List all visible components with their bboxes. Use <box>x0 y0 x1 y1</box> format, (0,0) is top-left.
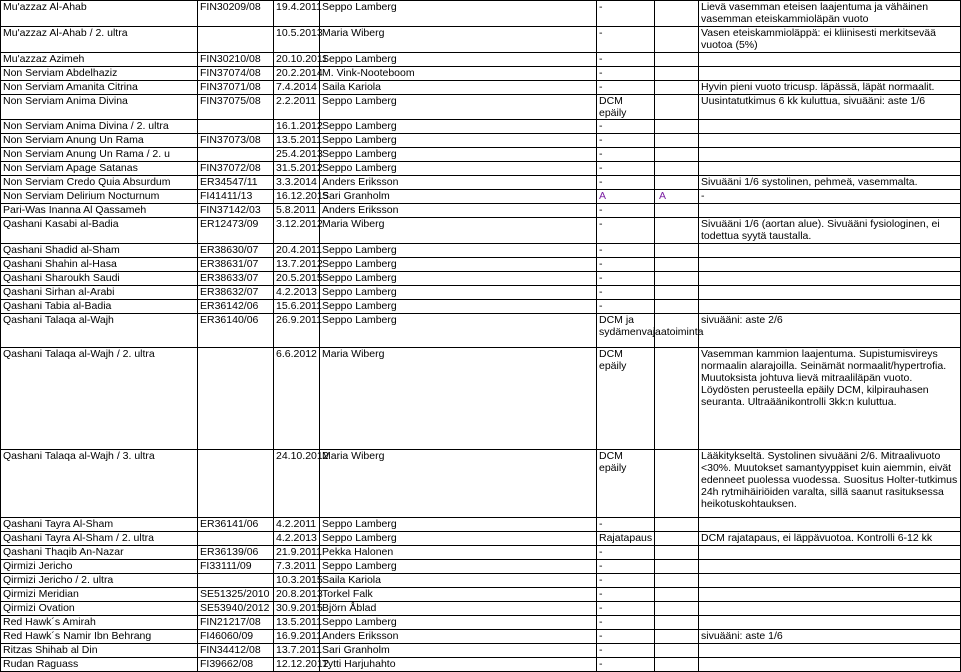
table-row <box>1 272 961 286</box>
cell-grade[interactable] <box>655 244 699 258</box>
cell-registration[interactable]: ER36142/06 <box>198 300 274 314</box>
cell-date[interactable]: 15.6.2011 <box>274 300 320 314</box>
table-row <box>1 644 961 658</box>
cell-date[interactable]: 20.2.2014 <box>274 67 320 81</box>
cell-remarks[interactable]: - <box>699 190 961 204</box>
cell-dog-name[interactable]: Mu'azzaz Azimeh <box>1 53 198 67</box>
sheet-body <box>1 1 961 672</box>
cell-registration[interactable]: FI33111/09 <box>198 560 274 574</box>
cell-date[interactable]: 5.8.2011 <box>274 204 320 218</box>
cell-examiner[interactable]: Seppo Lamberg <box>320 120 597 134</box>
cell-dog-name[interactable]: Non Serviam Anung Un Rama / 2. u <box>1 148 198 162</box>
cell-examiner[interactable]: Tytti Harjuhahto <box>320 658 597 672</box>
cell-dog-name[interactable]: Non Serviam Abdelhaziz <box>1 67 198 81</box>
cell-remarks[interactable]: Lievä vasemman eteisen laajentuma ja vähäinen vasemman eteiskammioläpän vuoto <box>699 1 961 27</box>
cell-dog-name[interactable]: Qashani Talaqa al-Wajh <box>1 314 198 348</box>
cell-dog-name[interactable]: Qashani Tayra Al-Sham / 2. ultra <box>1 532 198 546</box>
table-row <box>1 300 961 314</box>
cell-registration[interactable]: FI41411/13 <box>198 190 274 204</box>
cell-diagnosis[interactable]: A <box>597 190 655 204</box>
cell-remarks[interactable]: Sivuääni 1/6 systolinen, pehmeä, vasemmalta. <box>699 176 961 190</box>
table-row <box>1 258 961 272</box>
cell-dog-name[interactable]: Qashani Tayra Al-Sham <box>1 518 198 532</box>
cell-remarks[interactable]: Sivuääni 1/6 (aortan alue). Sivuääni fysiologinen, ei todettua syytä taustalla. <box>699 218 961 244</box>
cell-diagnosis[interactable]: - <box>597 176 655 190</box>
cell-examiner[interactable]: Torkel Falk <box>320 588 597 602</box>
cell-registration[interactable]: FIN37071/08 <box>198 81 274 95</box>
cell-diagnosis[interactable]: DCM epäily <box>597 450 655 518</box>
cell-grade[interactable] <box>655 148 699 162</box>
cell-examiner[interactable]: Björn Åblad <box>320 602 597 616</box>
cell-dog-name[interactable]: Non Serviam Anima Divina / 2. ultra <box>1 120 198 134</box>
cell-grade[interactable] <box>655 616 699 630</box>
cell-date[interactable]: 13.5.2011 <box>274 134 320 148</box>
cell-diagnosis[interactable]: Rajatapaus <box>597 532 655 546</box>
table-row <box>1 602 961 616</box>
cell-dog-name[interactable]: Non Serviam Credo Quia Absurdum <box>1 176 198 190</box>
cell-diagnosis[interactable]: - <box>597 204 655 218</box>
cell-grade[interactable] <box>655 518 699 532</box>
cell-registration[interactable]: ER34547/11 <box>198 176 274 190</box>
cell-examiner[interactable]: Seppo Lamberg <box>320 162 597 176</box>
cell-examiner[interactable]: Seppo Lamberg <box>320 518 597 532</box>
cell-remarks[interactable] <box>699 148 961 162</box>
table-row <box>1 148 961 162</box>
cell-registration[interactable]: FI39662/08 <box>198 658 274 672</box>
cell-dog-name[interactable]: Non Serviam Anima Divina <box>1 95 198 120</box>
cell-dog-name[interactable]: Qirmizi Jericho / 2. ultra <box>1 574 198 588</box>
cell-dog-name[interactable]: Qashani Kasabi al-Badia <box>1 218 198 244</box>
cell-registration[interactable] <box>198 120 274 134</box>
cell-registration[interactable]: FIN34412/08 <box>198 644 274 658</box>
cell-date[interactable]: 20.8.2013 <box>274 588 320 602</box>
cell-grade[interactable] <box>655 218 699 244</box>
cell-grade[interactable]: A <box>655 190 699 204</box>
cell-dog-name[interactable]: Pari-Was Inanna Al Qassameh <box>1 204 198 218</box>
cell-remarks[interactable]: Hyvin pieni vuoto tricusp. läpässä, läpät normaalit. <box>699 81 961 95</box>
cell-diagnosis[interactable]: - <box>597 560 655 574</box>
cell-dog-name[interactable]: Mu'azzaz Al-Ahab <box>1 1 198 27</box>
cell-dog-name[interactable]: Qashani Shadid al-Sham <box>1 244 198 258</box>
cell-grade[interactable] <box>655 95 699 120</box>
cell-grade[interactable] <box>655 286 699 300</box>
cell-diagnosis[interactable]: - <box>597 588 655 602</box>
table-row <box>1 190 961 204</box>
cell-remarks[interactable]: sivuääni: aste 2/6 <box>699 314 961 348</box>
table-row <box>1 658 961 672</box>
cell-diagnosis[interactable]: - <box>597 286 655 300</box>
cell-diagnosis[interactable]: DCM epäily <box>597 95 655 120</box>
cell-diagnosis[interactable]: - <box>597 546 655 560</box>
cell-examiner[interactable]: Seppo Lamberg <box>320 616 597 630</box>
cell-registration[interactable]: SE51325/2010 <box>198 588 274 602</box>
cell-diagnosis[interactable]: - <box>597 67 655 81</box>
cell-dog-name[interactable]: Qashani Sirhan al-Arabi <box>1 286 198 300</box>
cell-registration[interactable]: ER38632/07 <box>198 286 274 300</box>
cell-dog-name[interactable]: Qirmizi Jericho <box>1 560 198 574</box>
cell-dog-name[interactable]: Non Serviam Apage Satanas <box>1 162 198 176</box>
cell-examiner[interactable]: Anders Eriksson <box>320 630 597 644</box>
cell-examiner[interactable]: Seppo Lamberg <box>320 314 597 348</box>
table-row <box>1 314 961 348</box>
cell-remarks[interactable] <box>699 546 961 560</box>
cell-date[interactable]: 16.12.2015 <box>274 190 320 204</box>
cell-diagnosis[interactable]: - <box>597 574 655 588</box>
cell-diagnosis[interactable]: - <box>597 616 655 630</box>
cell-diagnosis[interactable]: - <box>597 644 655 658</box>
cell-remarks[interactable] <box>699 644 961 658</box>
cell-grade[interactable] <box>655 204 699 218</box>
cell-date[interactable]: 7.3.2011 <box>274 560 320 574</box>
cell-examiner[interactable]: Seppo Lamberg <box>320 1 597 27</box>
cell-remarks[interactable] <box>699 658 961 672</box>
cell-registration[interactable]: FI46060/09 <box>198 630 274 644</box>
cell-remarks[interactable]: sivuääni: aste 1/6 <box>699 630 961 644</box>
cell-remarks[interactable] <box>699 574 961 588</box>
table-row <box>1 348 961 450</box>
cell-registration[interactable]: FIN30210/08 <box>198 53 274 67</box>
cell-dog-name[interactable]: Red Hawk´s Amirah <box>1 616 198 630</box>
cell-registration[interactable]: FIN37075/08 <box>198 95 274 120</box>
cell-remarks[interactable] <box>699 120 961 134</box>
table-row <box>1 532 961 546</box>
cell-remarks[interactable]: Vasemman kammion laajentuma. Supistumisvireys normaalin alarajoilla. Seinämät normaalit/hypertrofia. Muutoksista johtuva lievä mitraaliläpän vuoto. Löydösten perusteella epäily DCM, kilpirauhasen seuranta. Ultraäänikontrolli 3kk:n kuluttua. <box>699 348 961 450</box>
table-row <box>1 244 961 258</box>
cell-registration[interactable]: FIN37142/03 <box>198 204 274 218</box>
cell-dog-name[interactable]: Qirmizi Ovation <box>1 602 198 616</box>
cell-examiner[interactable]: Saila Kariola <box>320 574 597 588</box>
table-row <box>1 630 961 644</box>
cell-registration[interactable] <box>198 574 274 588</box>
table-row <box>1 162 961 176</box>
cell-remarks[interactable] <box>699 588 961 602</box>
cell-examiner[interactable]: Seppo Lamberg <box>320 272 597 286</box>
cell-date[interactable]: 24.10.2012 <box>274 450 320 518</box>
table-row <box>1 218 961 244</box>
cell-date[interactable]: 13.5.2011 <box>274 616 320 630</box>
cell-diagnosis[interactable]: - <box>597 1 655 27</box>
cell-date[interactable]: 10.3.2015 <box>274 574 320 588</box>
cell-remarks[interactable] <box>699 244 961 258</box>
cell-date[interactable]: 10.5.2013 <box>274 27 320 53</box>
cell-diagnosis[interactable]: - <box>597 134 655 148</box>
cell-grade[interactable] <box>655 630 699 644</box>
cell-date[interactable]: 4.2.2013 <box>274 286 320 300</box>
cell-date[interactable]: 20.10.2011 <box>274 53 320 67</box>
cell-grade[interactable] <box>655 67 699 81</box>
cell-grade[interactable] <box>655 560 699 574</box>
cell-dog-name[interactable]: Qashani Talaqa al-Wajh / 3. ultra <box>1 450 198 518</box>
cell-examiner[interactable]: Seppo Lamberg <box>320 95 597 120</box>
cell-diagnosis[interactable]: - <box>597 81 655 95</box>
cell-date[interactable]: 25.4.2013 <box>274 148 320 162</box>
cell-examiner[interactable]: Pekka Halonen <box>320 546 597 560</box>
cell-grade[interactable] <box>655 134 699 148</box>
cell-registration[interactable]: FIN37073/08 <box>198 134 274 148</box>
cell-diagnosis[interactable]: - <box>597 258 655 272</box>
cell-remarks[interactable] <box>699 272 961 286</box>
cell-examiner[interactable]: Seppo Lamberg <box>320 300 597 314</box>
cell-grade[interactable] <box>655 450 699 518</box>
cell-date[interactable]: 30.9.2015 <box>274 602 320 616</box>
cell-examiner[interactable]: Maria Wiberg <box>320 348 597 450</box>
cell-diagnosis[interactable]: DCM ja sydämenvajaatoiminta <box>597 314 655 348</box>
cell-remarks[interactable]: Lääkitykseltä. Systolinen sivuääni 2/6. Mitraalivuoto <30%. Muutokset samantyyppiset kuin aiemmin, eivät edenneet puolessa vuodessa. Suositus Holter-tutkimus 24h rytmihäiriöiden varalta, sillä saanut rasituksessa heikotuskohtauksen. <box>699 450 961 518</box>
cell-date[interactable]: 31.5.2012 <box>274 162 320 176</box>
table-row <box>1 546 961 560</box>
table-row <box>1 574 961 588</box>
cell-registration[interactable]: FIN37074/08 <box>198 67 274 81</box>
cell-diagnosis[interactable]: - <box>597 162 655 176</box>
cell-registration[interactable] <box>198 348 274 450</box>
cell-remarks[interactable] <box>699 134 961 148</box>
cell-remarks[interactable]: DCM rajatapaus, ei läppävuotoa. Kontrolli 6-12 kk <box>699 532 961 546</box>
cell-registration[interactable] <box>198 450 274 518</box>
cell-dog-name[interactable]: Red Hawk´s Namir Ibn Behrang <box>1 630 198 644</box>
cell-remarks[interactable] <box>699 67 961 81</box>
cell-examiner[interactable]: M. Vink-Nooteboom <box>320 67 597 81</box>
table-row <box>1 120 961 134</box>
cell-remarks[interactable] <box>699 602 961 616</box>
cell-diagnosis[interactable]: - <box>597 148 655 162</box>
cell-date[interactable]: 16.1.2012 <box>274 120 320 134</box>
cell-examiner[interactable]: Seppo Lamberg <box>320 560 597 574</box>
cell-examiner[interactable]: Seppo Lamberg <box>320 286 597 300</box>
cell-registration[interactable]: ER38630/07 <box>198 244 274 258</box>
cell-remarks[interactable] <box>699 258 961 272</box>
cell-dog-name[interactable]: Rudan Raguass <box>1 658 198 672</box>
cell-remarks[interactable] <box>699 204 961 218</box>
table-row <box>1 286 961 300</box>
cell-remarks[interactable] <box>699 560 961 574</box>
cell-remarks[interactable]: Vasen eteiskammioläppä: ei kliinisesti merkitsevää vuotoa (5%) <box>699 27 961 53</box>
cell-registration[interactable]: FIN21217/08 <box>198 616 274 630</box>
cell-dog-name[interactable]: Mu'azzaz Al-Ahab / 2. ultra <box>1 27 198 53</box>
cell-diagnosis[interactable]: - <box>597 300 655 314</box>
cell-dog-name[interactable]: Qashani Tabia al-Badia <box>1 300 198 314</box>
cell-grade[interactable] <box>655 588 699 602</box>
cell-examiner[interactable]: Maria Wiberg <box>320 450 597 518</box>
cell-grade[interactable] <box>655 300 699 314</box>
cell-registration[interactable] <box>198 148 274 162</box>
table-row <box>1 560 961 574</box>
cell-remarks[interactable] <box>699 300 961 314</box>
cell-remarks[interactable] <box>699 286 961 300</box>
cell-remarks[interactable] <box>699 162 961 176</box>
cell-registration[interactable]: ER36140/06 <box>198 314 274 348</box>
cell-dog-name[interactable]: Qashani Shahin al-Hasa <box>1 258 198 272</box>
table-row <box>1 81 961 95</box>
cell-registration[interactable]: ER38631/07 <box>198 258 274 272</box>
cell-grade[interactable] <box>655 1 699 27</box>
cell-registration[interactable]: SE53940/2012 <box>198 602 274 616</box>
cell-remarks[interactable] <box>699 53 961 67</box>
table-row <box>1 588 961 602</box>
cell-examiner[interactable]: Anders Eriksson <box>320 176 597 190</box>
cell-dog-name[interactable]: Qashani Thaqib An-Nazar <box>1 546 198 560</box>
cell-diagnosis[interactable]: DCM epäily <box>597 348 655 450</box>
cell-diagnosis[interactable]: - <box>597 244 655 258</box>
table-row <box>1 518 961 532</box>
cell-registration[interactable]: ER36139/06 <box>198 546 274 560</box>
cell-examiner[interactable]: Seppo Lamberg <box>320 532 597 546</box>
cell-examiner[interactable]: Anders Eriksson <box>320 204 597 218</box>
cell-date[interactable]: 26.9.2011 <box>274 314 320 348</box>
cell-registration[interactable]: FIN30209/08 <box>198 1 274 27</box>
cell-grade[interactable] <box>655 120 699 134</box>
cell-dog-name[interactable]: Qirmizi Meridian <box>1 588 198 602</box>
cell-registration[interactable] <box>198 532 274 546</box>
cell-grade[interactable] <box>655 644 699 658</box>
cell-dog-name[interactable]: Non Serviam Delirium Nocturnum <box>1 190 198 204</box>
cell-grade[interactable] <box>655 602 699 616</box>
table-row <box>1 67 961 81</box>
cell-date[interactable]: 13.7.2011 <box>274 644 320 658</box>
cell-diagnosis[interactable]: - <box>597 53 655 67</box>
cell-registration[interactable]: ER12473/09 <box>198 218 274 244</box>
cell-date[interactable]: 3.12.2012 <box>274 218 320 244</box>
cell-examiner[interactable]: Seppo Lamberg <box>320 244 597 258</box>
cell-date[interactable]: 21.9.2011 <box>274 546 320 560</box>
cell-dog-name[interactable]: Qashani Talaqa al-Wajh / 2. ultra <box>1 348 198 450</box>
cell-examiner[interactable]: Seppo Lamberg <box>320 148 597 162</box>
cell-date[interactable]: 2.2.2011 <box>274 95 320 120</box>
cell-diagnosis[interactable]: - <box>597 27 655 53</box>
cell-date[interactable]: 20.4.2011 <box>274 244 320 258</box>
cell-grade[interactable] <box>655 348 699 450</box>
cell-registration[interactable]: ER38633/07 <box>198 272 274 286</box>
cell-dog-name[interactable]: Ritzas Shihab al Din <box>1 644 198 658</box>
cell-grade[interactable] <box>655 574 699 588</box>
cell-diagnosis[interactable]: - <box>597 272 655 286</box>
cell-registration[interactable] <box>198 27 274 53</box>
table-row <box>1 176 961 190</box>
cell-diagnosis[interactable]: - <box>597 602 655 616</box>
cell-date[interactable]: 13.7.2012 <box>274 258 320 272</box>
table-row <box>1 27 961 53</box>
cell-examiner[interactable]: Maria Wiberg <box>320 218 597 244</box>
cell-diagnosis[interactable]: - <box>597 630 655 644</box>
cell-dog-name[interactable]: Non Serviam Amanita Citrina <box>1 81 198 95</box>
cell-grade[interactable] <box>655 658 699 672</box>
table-row <box>1 450 961 518</box>
table-row <box>1 616 961 630</box>
cell-registration[interactable]: ER36141/06 <box>198 518 274 532</box>
table-row <box>1 53 961 67</box>
cell-date[interactable]: 4.2.2013 <box>274 532 320 546</box>
cell-grade[interactable] <box>655 162 699 176</box>
cell-grade[interactable] <box>655 81 699 95</box>
cell-grade[interactable] <box>655 53 699 67</box>
cell-remarks[interactable] <box>699 616 961 630</box>
cell-grade[interactable] <box>655 546 699 560</box>
cell-diagnosis[interactable]: - <box>597 518 655 532</box>
cell-remarks[interactable]: Uusintatutkimus 6 kk kuluttua, sivuääni: aste 1/6 <box>699 95 961 120</box>
cell-examiner[interactable]: Sari Granholm <box>320 190 597 204</box>
cell-dog-name[interactable]: Non Serviam Anung Un Rama <box>1 134 198 148</box>
table-row <box>1 204 961 218</box>
table-row <box>1 95 961 120</box>
cell-date[interactable]: 6.6.2012 <box>274 348 320 450</box>
cell-date[interactable]: 20.5.2015 <box>274 272 320 286</box>
table-row <box>1 134 961 148</box>
cell-grade[interactable] <box>655 258 699 272</box>
cell-grade[interactable] <box>655 272 699 286</box>
cell-date[interactable]: 16.9.2011 <box>274 630 320 644</box>
table-row <box>1 1 961 27</box>
cell-date[interactable]: 12.12.2012 <box>274 658 320 672</box>
cell-registration[interactable]: FIN37072/08 <box>198 162 274 176</box>
cell-date[interactable]: 3.3.2014 <box>274 176 320 190</box>
cell-grade[interactable] <box>655 176 699 190</box>
cell-grade[interactable] <box>655 532 699 546</box>
cell-examiner[interactable]: Sari Granholm <box>320 644 597 658</box>
cell-date[interactable]: 19.4.2011 <box>274 1 320 27</box>
cell-examiner[interactable]: Seppo Lamberg <box>320 258 597 272</box>
cell-diagnosis[interactable]: - <box>597 218 655 244</box>
cell-date[interactable]: 7.4.2014 <box>274 81 320 95</box>
cell-examiner[interactable]: Saila Kariola <box>320 81 597 95</box>
cell-diagnosis[interactable]: - <box>597 120 655 134</box>
cell-examiner[interactable]: Maria Wiberg <box>320 27 597 53</box>
cell-date[interactable]: 4.2.2011 <box>274 518 320 532</box>
cell-examiner[interactable]: Seppo Lamberg <box>320 53 597 67</box>
cell-remarks[interactable] <box>699 518 961 532</box>
cell-dog-name[interactable]: Qashani Sharoukh Saudi <box>1 272 198 286</box>
cell-grade[interactable] <box>655 27 699 53</box>
cell-examiner[interactable]: Seppo Lamberg <box>320 134 597 148</box>
cell-diagnosis[interactable]: - <box>597 658 655 672</box>
